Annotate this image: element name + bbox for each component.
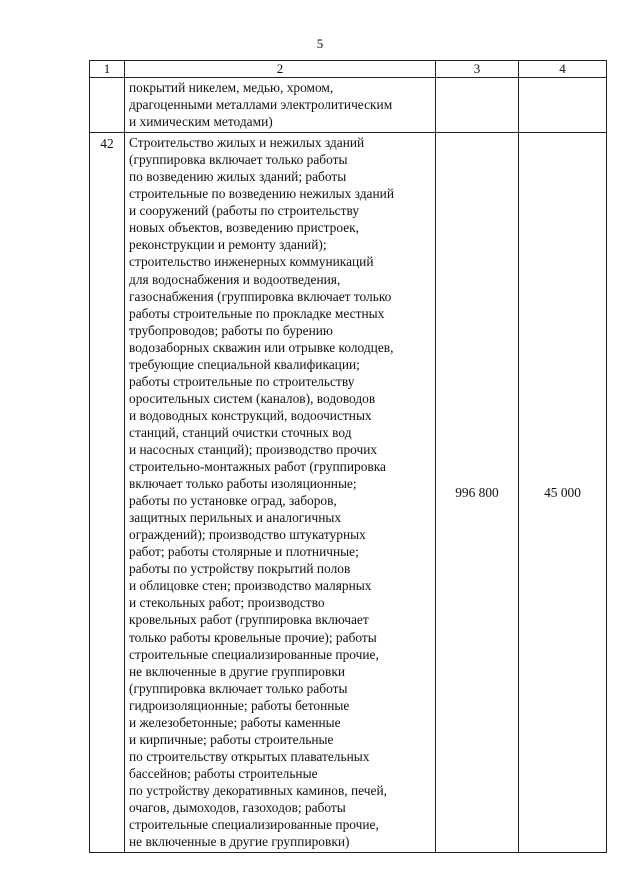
- activity-description-cell: [125, 133, 436, 853]
- description-line: работ; работы столярные и плотничные;: [129, 544, 359, 560]
- description-line: и железобетонные; работы каменные: [129, 714, 341, 730]
- description-line: работы строительные по прокладке местных: [129, 305, 385, 321]
- description-line: очагов, дымоходов, газоходов; работы: [129, 799, 346, 815]
- description-line: покрытий никелем, медью, хромом,: [129, 80, 334, 95]
- description-line: и стекольных работ; производство: [129, 595, 325, 611]
- description-line: работы строительные по строительству: [129, 373, 355, 389]
- description-line: драгоценными металлами электролитическим: [129, 97, 393, 113]
- description-line: водозаборных скважин или отрывке колодцев,: [129, 339, 394, 355]
- description-line: строительно-монтажных работ (группировка: [129, 459, 386, 475]
- description-line: и сооружений (работы по строительству: [129, 203, 360, 219]
- description-line: строительные специализированные прочие,: [129, 817, 379, 833]
- description-line: кровельных работ (группировка включает: [129, 612, 369, 628]
- description-line: оросительных систем (каналов), водоводов: [129, 390, 376, 406]
- row-number-cell: [90, 78, 125, 133]
- description-line: газоснабжения (группировка включает только: [129, 288, 392, 304]
- description-line: строительные по возведению нежилых зданий: [129, 186, 394, 202]
- description-line: и химическим методами): [129, 114, 273, 130]
- description-line: по устройству декоративных каминов, печей,: [129, 782, 387, 798]
- description-line: новых объектов, возведению пристроек,: [129, 220, 359, 236]
- description-line: и облицовке стен; производство малярных: [129, 578, 372, 594]
- description-line: (группировка включает только работы: [129, 152, 348, 168]
- value-cell-4: 45 000: [519, 133, 607, 853]
- description-line: строительные специализированные прочие,: [129, 646, 379, 662]
- description-line: и водоводных конструкций, водоочистных: [129, 407, 372, 423]
- header-col-4: 4: [519, 61, 607, 78]
- header-col-1: 1: [90, 61, 125, 78]
- description-line: строительство инженерных коммуникаций: [129, 254, 374, 270]
- row-number-cell: 42: [90, 133, 125, 853]
- description-line: для водоснабжения и водоотведения,: [129, 271, 341, 287]
- page-number: 5: [316, 36, 324, 51]
- table-row-continuation: [90, 78, 607, 133]
- description-line: Строительство жилых и нежилых зданий: [129, 135, 365, 151]
- description-line: не включенные в другие группировки): [129, 834, 350, 850]
- description-line: ограждений); производство штукатурных: [129, 527, 366, 543]
- activity-description-cell: [125, 78, 436, 133]
- table-row-42: [90, 133, 607, 853]
- value-cell-3: 996 800: [436, 133, 519, 853]
- description-line: включает только работы изоляционные;: [129, 476, 357, 492]
- description-line: работы по установке оград, заборов,: [129, 493, 337, 509]
- description-line: по возведению жилых зданий; работы: [129, 169, 347, 185]
- description-line: реконструкции и ремонту зданий);: [129, 237, 327, 253]
- description-line: работы по устройству покрытий полов: [129, 561, 351, 577]
- value-cell-3: [436, 78, 519, 133]
- description-line: станций, станций очистки сточных вод: [129, 424, 352, 440]
- description-line: и кирпичные; работы строительные: [129, 731, 334, 747]
- description-line: гидроизоляционные; работы бетонные: [129, 697, 350, 713]
- value-cell-4: [519, 78, 607, 133]
- description-line: (группировка включает только работы: [129, 680, 348, 696]
- table-header-row: [90, 61, 607, 78]
- description-line: не включенные в другие группировки: [129, 663, 345, 679]
- header-col-3: 3: [436, 61, 519, 78]
- description-line: защитных перильных и аналогичных: [129, 510, 342, 526]
- description-line: и насосных станций); производство прочих: [129, 441, 378, 457]
- description-line: трубопроводов; работы по бурению: [129, 322, 333, 338]
- description-line: только работы кровельные прочие); работы: [129, 629, 377, 645]
- description-line: требующие специальной квалификации;: [129, 356, 360, 372]
- description-line: бассейнов; работы строительные: [129, 765, 318, 781]
- header-col-2: 2: [125, 61, 436, 78]
- tariff-table: [89, 60, 607, 853]
- description-line: по строительству открытых плавательных: [129, 748, 370, 764]
